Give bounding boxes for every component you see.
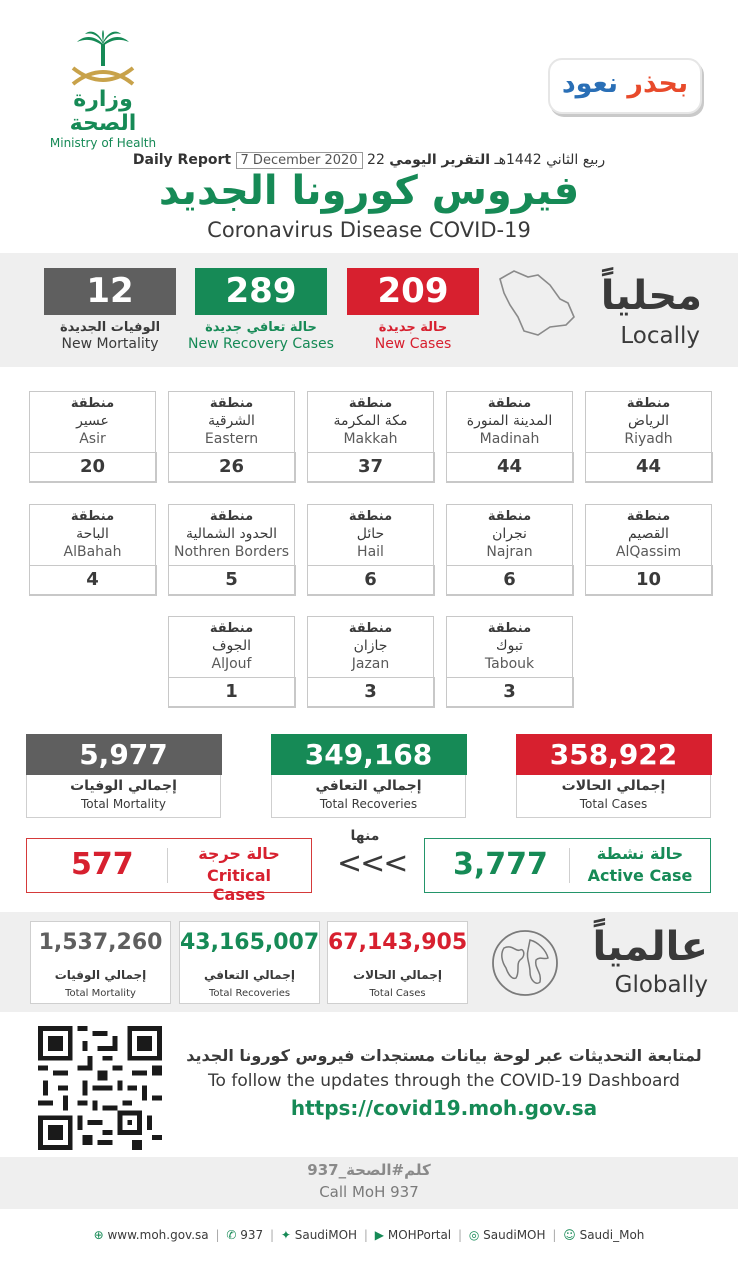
instagram-icon: ◎ [468, 1228, 480, 1242]
new-cases-value: 209 [347, 268, 479, 315]
global-cases-label-ar: إجمالي الحالات [353, 968, 442, 982]
region-name-ar: الحدود الشمالية [186, 526, 277, 542]
global-cases-label-en: Total Cases [369, 988, 426, 999]
region-value: 5 [168, 565, 296, 596]
globe-icon [490, 928, 560, 998]
new-mortality-label-ar: الوفيات الجديدة [59, 320, 161, 335]
region-name-ar: الشرقية [208, 413, 255, 429]
total-recoveries-label-en: Total Recoveries [319, 797, 418, 811]
twitter-icon: ✦ [280, 1228, 291, 1242]
header [0, 0, 738, 150]
active-case-label-en: Active Case [587, 866, 693, 885]
global-recoveries-label-ar: إجمالي التعافي [204, 968, 295, 982]
region-name-en: Nothren Borders [173, 544, 289, 560]
active-case-label-ar: حالة نشطة [596, 844, 684, 863]
region-value: 10 [585, 565, 713, 596]
of-which-label: منها [350, 828, 380, 844]
call-label-ar: كلم#الصحة_937 [307, 1161, 431, 1179]
region-label-ar: منطقة [348, 509, 393, 524]
local-stats-band [0, 253, 738, 367]
region-card-alqassim [585, 504, 712, 595]
dashboard-text-en: To follow the updates through the COVID-19 Dashboard [208, 1071, 680, 1091]
campaign-logo [548, 58, 702, 114]
new-recoveries-label-en: New Recovery Cases [188, 336, 334, 352]
global-mortality-card [30, 921, 171, 1004]
region-card-albahah [29, 504, 156, 595]
region-value: 3 [446, 677, 574, 708]
critical-cases-label-ar: حالة حرجة [198, 844, 280, 863]
region-card-asir [29, 391, 156, 482]
arrows-left-icon: <<< [337, 846, 407, 881]
title-en: Coronavirus Disease COVID-19 [207, 218, 531, 242]
region-label-ar: منطقة [209, 509, 254, 524]
dashboard-text-ar: لمتابعة التحديثات عبر لوحة بيانات مستجدات فيروس كورونا الجديد [186, 1046, 702, 1065]
divider [167, 848, 168, 883]
divider [569, 848, 570, 883]
total-cases-label-ar: إجمالي الحالات [561, 778, 666, 794]
region-name-en: Makkah [343, 431, 398, 447]
phone-link[interactable]: 937 [240, 1228, 264, 1242]
region-value: 44 [446, 452, 574, 483]
campaign-word-a: بحذر [627, 68, 689, 99]
region-value: 3 [307, 677, 435, 708]
region-value: 6 [446, 565, 574, 596]
region-name-en: Najran [486, 544, 533, 560]
report-hijri-date: 22 ربيع الثاني 1442هـ [367, 152, 606, 168]
region-name-en: Asir [79, 431, 106, 447]
region-label-ar: منطقة [626, 396, 671, 411]
region-value: 4 [29, 565, 157, 596]
new-mortality-value: 12 [44, 268, 176, 315]
region-value: 26 [168, 452, 296, 483]
globally-label-ar: عالمياً [592, 924, 708, 970]
globally-label-en: Globally [614, 972, 708, 998]
call-label-en: Call MoH 937 [319, 1183, 419, 1201]
region-card-jazan [307, 616, 434, 707]
region-name-ar: عسير [76, 413, 109, 429]
call-band [0, 1157, 738, 1209]
moh-logo [38, 30, 168, 150]
new-mortality-label-en: New Mortality [61, 336, 159, 352]
locally-label-ar: محلياً [600, 273, 702, 319]
footer-links: ⊕ www.moh.gov.sa | ✆ 937 | ✦ SaudiMOH | ▶ MOHPortal | ◎ SaudiMOH | ☺ Saudi_Moh [93, 1228, 645, 1242]
region-name-en: Tabouk [484, 656, 535, 672]
new-cases-label-en: New Cases [374, 336, 452, 352]
region-card-riyadh [585, 391, 712, 482]
snapchat-link[interactable]: Saudi_Moh [579, 1228, 645, 1242]
region-name-ar: القصيم [628, 526, 669, 542]
locally-label-en: Locally [620, 323, 700, 349]
region-name-ar: المدينة المنورة [466, 413, 553, 429]
total-recoveries-label-ar: إجمالي التعافي [315, 778, 422, 794]
region-value: 37 [307, 452, 435, 483]
report-label-ar: التقرير اليومي [389, 152, 491, 168]
region-card-northern-borders [168, 504, 295, 595]
region-label-ar: منطقة [487, 509, 532, 524]
critical-cases-card [26, 838, 312, 904]
region-name-en: Riyadh [624, 431, 673, 447]
global-recoveries-label-en: Total Recoveries [208, 988, 291, 999]
region-name-ar: الجوف [212, 638, 251, 654]
qr-code-icon[interactable] [38, 1026, 162, 1150]
report-date: 7 December 2020 [236, 152, 363, 169]
active-case-value: 3,777 [453, 847, 548, 882]
region-label-ar: منطقة [348, 621, 393, 636]
website-link[interactable]: www.moh.gov.sa [107, 1228, 209, 1242]
twitter-link[interactable]: SaudiMOH [294, 1228, 358, 1242]
region-card-hail [307, 504, 434, 595]
global-cases-card [327, 921, 468, 1004]
moh-name-ar: وزارة الصحة [69, 87, 137, 136]
region-card-tabouk [446, 616, 573, 707]
region-name-ar: مكة المكرمة [333, 413, 408, 429]
region-value: 6 [307, 565, 435, 596]
region-name-ar: حائل [356, 526, 385, 542]
total-recoveries-value: 349,168 [271, 734, 467, 775]
region-label-ar: منطقة [626, 509, 671, 524]
region-card-najran [446, 504, 573, 595]
region-label-ar: منطقة [487, 621, 532, 636]
region-value: 44 [585, 452, 713, 483]
snapchat-icon: ☺ [563, 1228, 576, 1242]
global-stats-band [0, 912, 738, 1012]
critical-cases-value: 577 [71, 847, 134, 882]
region-name-ar: جازان [353, 638, 388, 654]
saudi-map-icon [494, 267, 578, 339]
phone-icon: ✆ [226, 1228, 237, 1242]
global-recoveries-value: 43,165,007 [180, 930, 320, 955]
active-case-card [424, 838, 711, 893]
region-value: 20 [29, 452, 157, 483]
palm-swords-icon [63, 30, 143, 88]
region-name-ar: تبوك [496, 638, 523, 654]
youtube-icon: ▶ [374, 1228, 385, 1242]
region-name-en: Hail [357, 544, 384, 560]
total-cases-label-en: Total Cases [579, 797, 648, 811]
region-name-ar: نجران [492, 526, 527, 542]
global-mortality-label-ar: إجمالي الوفيات [54, 968, 147, 982]
campaign-word-b: نعود [561, 68, 618, 99]
region-card-madinah [446, 391, 573, 482]
region-label-ar: منطقة [70, 509, 115, 524]
region-card-makkah [307, 391, 434, 482]
global-mortality-value: 1,537,260 [38, 930, 163, 955]
region-label-ar: منطقة [209, 396, 254, 411]
title-ar: فيروس كورونا الجديد [158, 168, 580, 214]
region-name-en: AlQassim [615, 544, 682, 560]
total-mortality-card [26, 734, 221, 818]
new-recoveries-label-ar: حالة تعافي جديدة [205, 320, 317, 335]
dashboard-link[interactable]: https://covid19.moh.gov.sa [290, 1096, 598, 1120]
youtube-link[interactable]: MOHPortal [387, 1228, 452, 1242]
new-cases-label-ar: حالة جديدة [378, 320, 448, 335]
region-name-en: Jazan [351, 656, 390, 672]
critical-cases-label-en: Critical Cases [206, 866, 271, 904]
region-value: 1 [168, 677, 296, 708]
total-mortality-value: 5,977 [26, 734, 222, 775]
total-cases-card [516, 734, 711, 818]
global-mortality-label-en: Total Mortality [65, 988, 136, 999]
total-cases-value: 358,922 [516, 734, 712, 775]
region-card-eastern [168, 391, 295, 482]
global-cases-value: 67,143,905 [328, 930, 468, 955]
total-mortality-label-ar: إجمالي الوفيات [70, 778, 177, 794]
total-mortality-label-en: Total Mortality [80, 797, 166, 811]
region-label-ar: منطقة [70, 396, 115, 411]
total-recoveries-card [271, 734, 466, 818]
region-label-ar: منطقة [487, 396, 532, 411]
global-recoveries-card [179, 921, 320, 1004]
report-label-en: Daily Report [132, 152, 232, 168]
region-label-ar: منطقة [209, 621, 254, 636]
region-name-ar: الباحة [76, 526, 109, 542]
region-name-en: AlBahah [63, 544, 122, 560]
instagram-link[interactable]: SaudiMOH [483, 1228, 546, 1242]
region-name-en: Madinah [479, 431, 540, 447]
region-name-en: AlJouf [211, 656, 252, 672]
region-name-ar: الرياض [628, 413, 669, 429]
report-line [0, 152, 738, 168]
region-name-en: Eastern [204, 431, 259, 447]
region-label-ar: منطقة [348, 396, 393, 411]
moh-name-en: Ministry of Health [49, 136, 157, 150]
region-card-aljouf [168, 616, 295, 707]
new-recoveries-value: 289 [195, 268, 327, 315]
web-icon: ⊕ [93, 1228, 104, 1242]
